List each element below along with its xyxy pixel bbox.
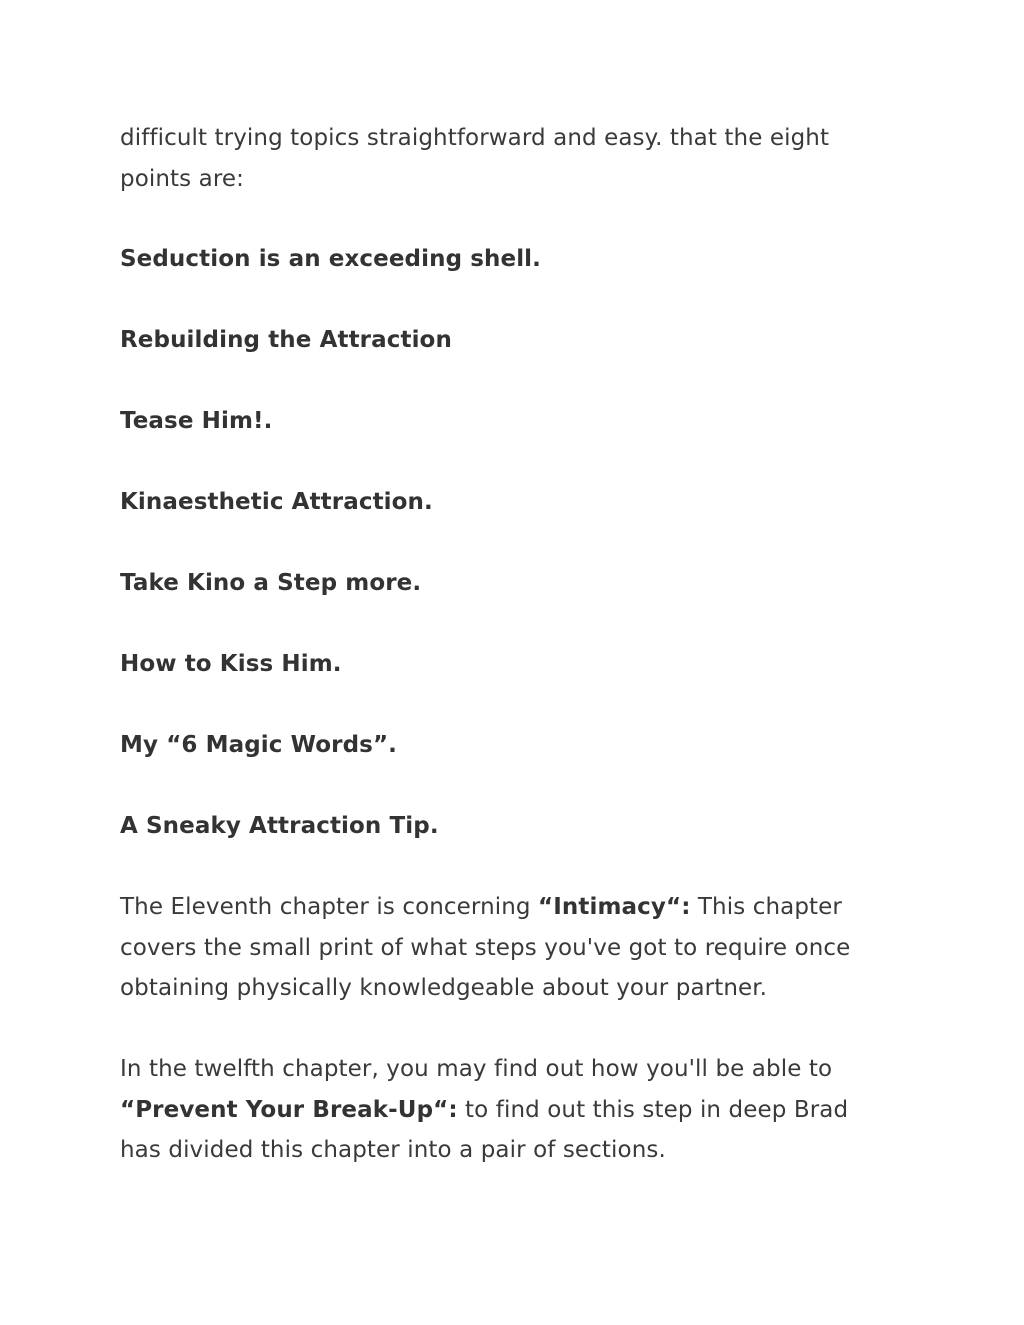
twelfth-chapter-paragraph <box>120 1049 880 1171</box>
point-7: My “6 Magic Words”. <box>120 732 398 758</box>
point-6: How to Kiss Him. <box>120 651 342 677</box>
point-2: Rebuilding the Attraction <box>120 327 452 353</box>
point-1: Seduction is an exceeding shell. <box>120 246 542 272</box>
twelfth-bold-term: “Prevent Your Break-Up“: <box>120 1096 458 1123</box>
twelfth-text-after: to find out this step in deep Brad has divided this chapter into a pair of sections. <box>120 1096 849 1163</box>
eleventh-bold-term: “Intimacy“: <box>538 894 691 920</box>
point-5: Take Kino a Step more. <box>120 570 422 596</box>
twelfth-text-before: In the twelfth chapter, you may find out how you'll be able to <box>120 1056 833 1082</box>
document-body <box>120 118 880 1211</box>
eleventh-chapter-paragraph <box>120 887 880 1009</box>
point-8: A Sneaky Attraction Tip. <box>120 813 439 839</box>
eleventh-text-after: This chapter covers the small print of what steps you've got to require once obtaining physically knowledgeable about your partner. <box>120 894 851 1001</box>
intro-paragraph: difficult trying topics straightforward and easy. that the eight points are: <box>120 125 830 192</box>
point-4: Kinaesthetic Attraction. <box>120 489 433 515</box>
point-3: Tease Him!. <box>120 408 273 434</box>
eleventh-text-before: The Eleventh chapter is concerning <box>120 894 539 920</box>
